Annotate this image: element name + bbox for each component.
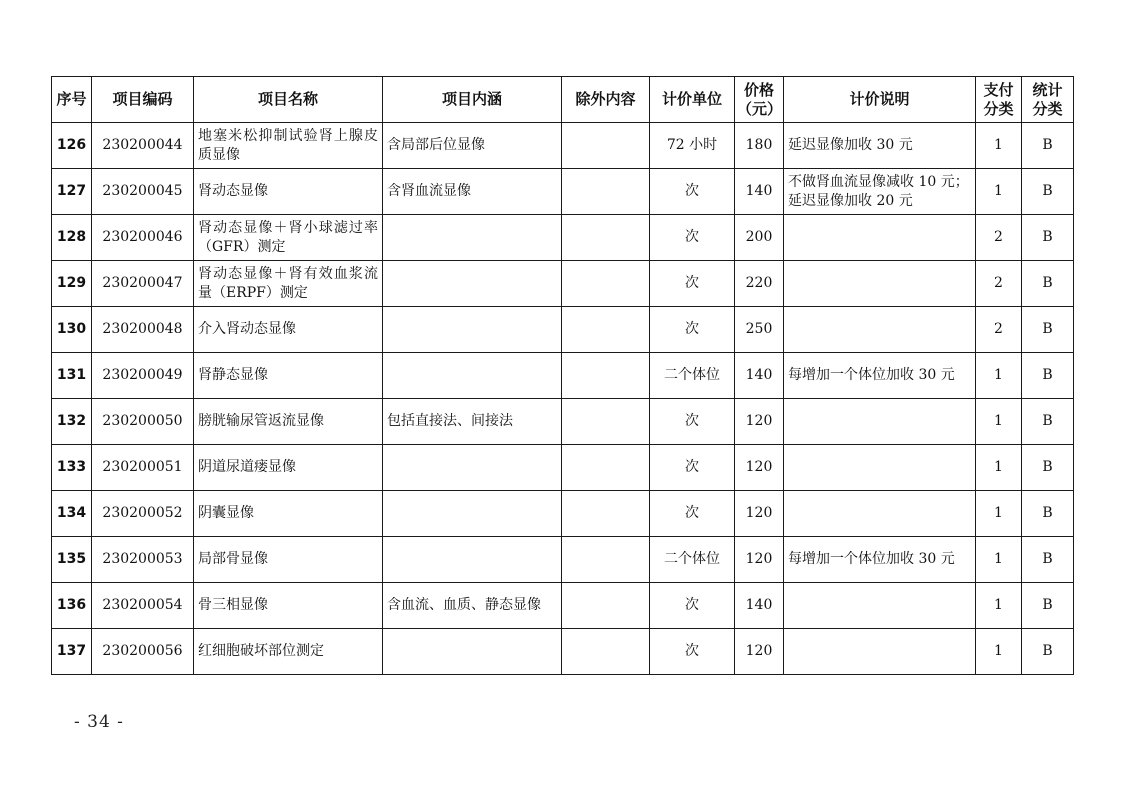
header-price-line1: 价格 bbox=[743, 80, 774, 99]
cell-code: 230200056 bbox=[92, 629, 194, 675]
cell-price: 120 bbox=[735, 537, 784, 583]
cell-seq: 126 bbox=[52, 123, 92, 169]
cell-name: 阴道尿道瘘显像 bbox=[194, 445, 383, 491]
cell-unit: 次 bbox=[650, 215, 735, 261]
cell-seq: 132 bbox=[52, 399, 92, 445]
cell-note: 不做肾血流显像减收 10 元；延迟显像加收 20 元 bbox=[784, 169, 976, 215]
cell-name: 阴囊显像 bbox=[194, 491, 383, 537]
cell-note bbox=[784, 445, 976, 491]
cell-price: 140 bbox=[735, 583, 784, 629]
cell-stat: B bbox=[1022, 123, 1074, 169]
header-pay-line1: 支付 bbox=[983, 80, 1014, 99]
header-price-line2: （元） bbox=[737, 99, 783, 118]
cell-content: 含肾血流显像 bbox=[383, 169, 562, 215]
cell-code: 230200054 bbox=[92, 583, 194, 629]
cell-price: 200 bbox=[735, 215, 784, 261]
table-header-row bbox=[52, 77, 1074, 123]
cell-unit: 次 bbox=[650, 629, 735, 675]
cell-name: 肾动态显像 bbox=[194, 169, 383, 215]
table-row bbox=[52, 123, 1074, 169]
table-row bbox=[52, 307, 1074, 353]
cell-exclude bbox=[562, 491, 650, 537]
table-row bbox=[52, 537, 1074, 583]
table-row bbox=[52, 261, 1074, 307]
cell-seq: 136 bbox=[52, 583, 92, 629]
cell-stat: B bbox=[1022, 215, 1074, 261]
cell-stat: B bbox=[1022, 445, 1074, 491]
cell-price: 140 bbox=[735, 169, 784, 215]
header-exclude: 除外内容 bbox=[562, 77, 650, 123]
cell-content bbox=[383, 629, 562, 675]
cell-note bbox=[784, 399, 976, 445]
cell-exclude bbox=[562, 169, 650, 215]
cell-code: 230200047 bbox=[92, 261, 194, 307]
cell-unit: 72 小时 bbox=[650, 123, 735, 169]
cell-seq: 130 bbox=[52, 307, 92, 353]
cell-stat: B bbox=[1022, 169, 1074, 215]
cell-stat: B bbox=[1022, 537, 1074, 583]
header-note: 计价说明 bbox=[784, 77, 976, 123]
cell-note bbox=[784, 307, 976, 353]
cell-exclude bbox=[562, 583, 650, 629]
cell-name: 肾静态显像 bbox=[194, 353, 383, 399]
cell-pay: 1 bbox=[976, 583, 1022, 629]
cell-pay: 1 bbox=[976, 445, 1022, 491]
cell-name: 膀胱输尿管返流显像 bbox=[194, 399, 383, 445]
header-pay-line2: 分类 bbox=[983, 99, 1014, 118]
cell-exclude bbox=[562, 261, 650, 307]
cell-seq: 131 bbox=[52, 353, 92, 399]
cell-exclude bbox=[562, 445, 650, 491]
header-unit: 计价单位 bbox=[650, 77, 735, 123]
table-row bbox=[52, 169, 1074, 215]
cell-stat: B bbox=[1022, 491, 1074, 537]
cell-pay: 2 bbox=[976, 261, 1022, 307]
cell-price: 120 bbox=[735, 491, 784, 537]
header-code: 项目编码 bbox=[92, 77, 194, 123]
cell-pay: 2 bbox=[976, 307, 1022, 353]
cell-code: 230200051 bbox=[92, 445, 194, 491]
cell-code: 230200050 bbox=[92, 399, 194, 445]
cell-note: 延迟显像加收 30 元 bbox=[784, 123, 976, 169]
cell-name: 肾动态显像＋肾小球滤过率（GFR）测定 bbox=[194, 215, 383, 261]
cell-unit: 二个体位 bbox=[650, 353, 735, 399]
cell-price: 180 bbox=[735, 123, 784, 169]
cell-name: 红细胞破坏部位测定 bbox=[194, 629, 383, 675]
cell-note bbox=[784, 629, 976, 675]
cell-unit: 二个体位 bbox=[650, 537, 735, 583]
cell-pay: 1 bbox=[976, 537, 1022, 583]
cell-code: 230200046 bbox=[92, 215, 194, 261]
cell-seq: 128 bbox=[52, 215, 92, 261]
cell-exclude bbox=[562, 123, 650, 169]
cell-stat: B bbox=[1022, 307, 1074, 353]
cell-stat: B bbox=[1022, 353, 1074, 399]
price-table bbox=[51, 76, 1074, 675]
header-stat bbox=[1022, 77, 1074, 123]
cell-content bbox=[383, 537, 562, 583]
cell-content: 含局部后位显像 bbox=[383, 123, 562, 169]
cell-content bbox=[383, 491, 562, 537]
cell-price: 140 bbox=[735, 353, 784, 399]
cell-stat: B bbox=[1022, 261, 1074, 307]
cell-code: 230200044 bbox=[92, 123, 194, 169]
header-price bbox=[735, 77, 784, 123]
cell-code: 230200045 bbox=[92, 169, 194, 215]
cell-note: 每增加一个体位加收 30 元 bbox=[784, 353, 976, 399]
cell-pay: 1 bbox=[976, 123, 1022, 169]
cell-exclude bbox=[562, 353, 650, 399]
cell-unit: 次 bbox=[650, 399, 735, 445]
cell-price: 120 bbox=[735, 399, 784, 445]
cell-code: 230200049 bbox=[92, 353, 194, 399]
cell-code: 230200048 bbox=[92, 307, 194, 353]
table-row bbox=[52, 491, 1074, 537]
cell-name: 骨三相显像 bbox=[194, 583, 383, 629]
cell-pay: 1 bbox=[976, 353, 1022, 399]
cell-note bbox=[784, 261, 976, 307]
cell-unit: 次 bbox=[650, 169, 735, 215]
cell-exclude bbox=[562, 537, 650, 583]
table-row bbox=[52, 629, 1074, 675]
cell-pay: 1 bbox=[976, 629, 1022, 675]
table-row bbox=[52, 445, 1074, 491]
cell-content bbox=[383, 261, 562, 307]
cell-note bbox=[784, 215, 976, 261]
cell-seq: 127 bbox=[52, 169, 92, 215]
cell-note bbox=[784, 491, 976, 537]
cell-seq: 137 bbox=[52, 629, 92, 675]
cell-exclude bbox=[562, 215, 650, 261]
cell-seq: 135 bbox=[52, 537, 92, 583]
table-row bbox=[52, 215, 1074, 261]
header-seq: 序号 bbox=[52, 77, 92, 123]
cell-note bbox=[784, 583, 976, 629]
cell-unit: 次 bbox=[650, 491, 735, 537]
cell-pay: 1 bbox=[976, 169, 1022, 215]
cell-price: 120 bbox=[735, 445, 784, 491]
cell-seq: 133 bbox=[52, 445, 92, 491]
cell-name: 介入肾动态显像 bbox=[194, 307, 383, 353]
cell-unit: 次 bbox=[650, 261, 735, 307]
cell-name: 局部骨显像 bbox=[194, 537, 383, 583]
table-row bbox=[52, 353, 1074, 399]
cell-stat: B bbox=[1022, 399, 1074, 445]
header-stat-line1: 统计 bbox=[1032, 80, 1063, 99]
cell-content bbox=[383, 353, 562, 399]
header-pay bbox=[976, 77, 1022, 123]
table-row bbox=[52, 583, 1074, 629]
cell-seq: 129 bbox=[52, 261, 92, 307]
cell-pay: 1 bbox=[976, 491, 1022, 537]
cell-exclude bbox=[562, 629, 650, 675]
header-content: 项目内涵 bbox=[383, 77, 562, 123]
cell-note: 每增加一个体位加收 30 元 bbox=[784, 537, 976, 583]
cell-exclude bbox=[562, 307, 650, 353]
cell-content bbox=[383, 307, 562, 353]
cell-pay: 2 bbox=[976, 215, 1022, 261]
cell-name: 地塞米松抑制试验肾上腺皮质显像 bbox=[194, 123, 383, 169]
cell-price: 120 bbox=[735, 629, 784, 675]
cell-price: 220 bbox=[735, 261, 784, 307]
cell-content: 含血流、血质、静态显像 bbox=[383, 583, 562, 629]
cell-exclude bbox=[562, 399, 650, 445]
cell-unit: 次 bbox=[650, 307, 735, 353]
cell-stat: B bbox=[1022, 583, 1074, 629]
cell-content bbox=[383, 445, 562, 491]
cell-content bbox=[383, 215, 562, 261]
cell-unit: 次 bbox=[650, 445, 735, 491]
cell-price: 250 bbox=[735, 307, 784, 353]
cell-stat: B bbox=[1022, 629, 1074, 675]
table-row bbox=[52, 399, 1074, 445]
page-number: - 34 - bbox=[74, 712, 124, 732]
cell-name: 肾动态显像＋肾有效血浆流量（ERPF）测定 bbox=[194, 261, 383, 307]
cell-unit: 次 bbox=[650, 583, 735, 629]
cell-code: 230200052 bbox=[92, 491, 194, 537]
cell-seq: 134 bbox=[52, 491, 92, 537]
cell-content: 包括直接法、间接法 bbox=[383, 399, 562, 445]
header-name: 项目名称 bbox=[194, 77, 383, 123]
header-stat-line2: 分类 bbox=[1032, 99, 1063, 118]
cell-pay: 1 bbox=[976, 399, 1022, 445]
cell-code: 230200053 bbox=[92, 537, 194, 583]
